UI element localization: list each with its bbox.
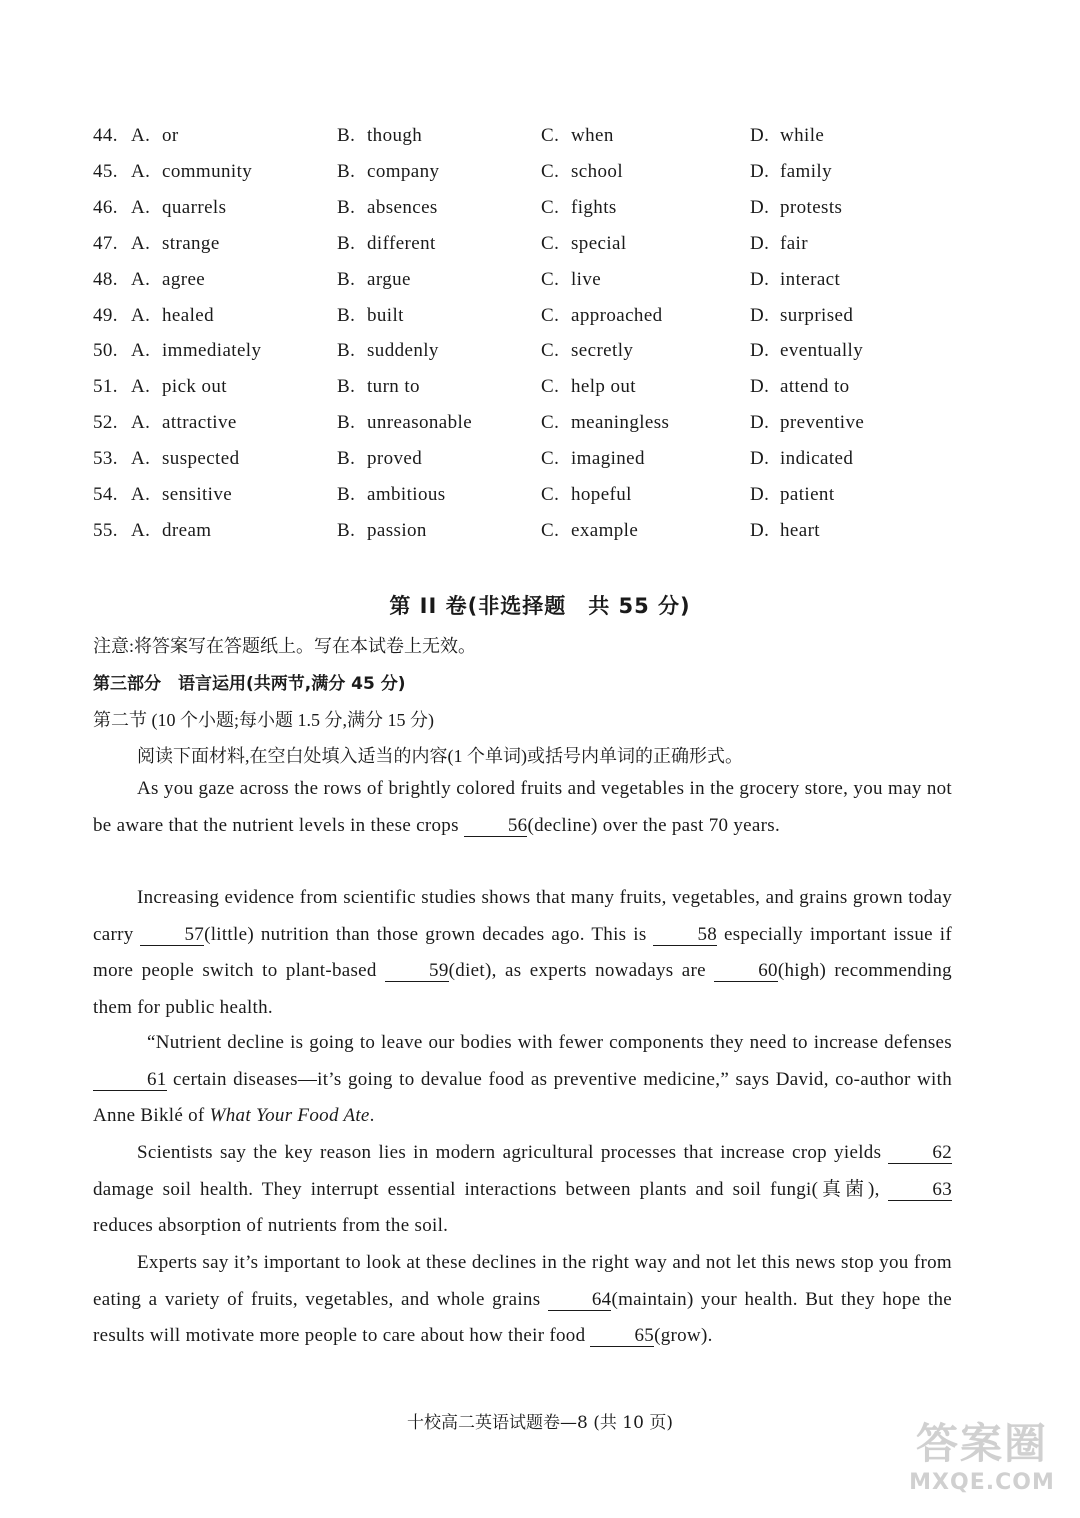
question-row (0, 269, 1080, 299)
option-text: though (367, 125, 423, 146)
option-text: eventually (780, 340, 864, 362)
option-a[interactable] (93, 125, 179, 147)
option-c[interactable] (541, 376, 636, 398)
option-letter: A. (131, 412, 151, 434)
option-d[interactable] (750, 161, 832, 183)
option-text: help out (571, 376, 636, 398)
option-text: meaningless (571, 412, 670, 434)
paragraph-2: Increasing evidence from scientific studies shows that many fruits, vegetables, and grains grown today carry 57(little) nutrition than those grown decades ago. This is 58 especially important issue if more people switch to plant-based 59(diet), as experts nowadays are 60(high) recommending them for public health. (93, 887, 952, 1018)
question-number: 49. (93, 304, 118, 326)
option-b[interactable] (337, 197, 438, 219)
option-letter: C. (541, 160, 560, 182)
option-letter: B. (337, 268, 356, 290)
option-text: while (780, 125, 825, 146)
option-letter: C. (541, 268, 560, 290)
question-row (0, 520, 1080, 550)
question-number: 48. (93, 268, 118, 290)
blank-61[interactable]: 61 (93, 1070, 167, 1091)
option-text: absences (367, 196, 438, 218)
option-text: patient (780, 484, 835, 505)
option-text: different (367, 232, 436, 254)
option-letter: A. (131, 196, 151, 218)
option-text: dream (162, 519, 212, 541)
option-text: example (571, 519, 639, 541)
option-text: agree (162, 268, 206, 290)
section-title: 第 II 卷(非选择题 共 55 分) (389, 594, 691, 618)
option-b[interactable] (337, 448, 422, 470)
watermark-line1: 答案圈 (915, 1419, 1048, 1468)
option-letter: A. (131, 304, 151, 326)
option-c[interactable] (541, 233, 627, 255)
page-footer: 十校高二英语试题卷—8 (共 10 页) (407, 1413, 673, 1433)
option-text: special (571, 232, 627, 254)
question-number: 45. (93, 160, 118, 182)
option-c[interactable] (541, 448, 645, 470)
option-letter: D. (750, 340, 770, 362)
option-text: or (162, 125, 179, 146)
option-b[interactable] (337, 161, 439, 183)
option-text: ambitious (367, 484, 446, 505)
paragraph-4: Scientists say the key reason lies in modern agricultural processes that increase crop yields 62 damage soil health. They interrupt essential interactions between plants and soil fungi(真菌), 63 reduces absorption of nutrients from the soil. (93, 1142, 952, 1236)
option-a[interactable] (93, 305, 214, 327)
option-text: proved (367, 448, 423, 470)
option-letter: D. (750, 304, 770, 326)
option-d[interactable] (750, 340, 863, 362)
option-a[interactable] (93, 340, 261, 362)
option-c[interactable] (541, 340, 633, 362)
option-letter: A. (131, 125, 151, 146)
question-row (0, 197, 1080, 227)
option-text: school (571, 160, 624, 182)
watermark-line2: MXQE.COM (909, 1470, 1055, 1495)
option-letter: A. (131, 519, 151, 541)
option-letter: C. (541, 125, 560, 146)
option-text: community (162, 160, 253, 182)
option-d[interactable] (750, 448, 853, 470)
question-number: 47. (93, 232, 118, 254)
blank-58[interactable]: 58 (653, 925, 717, 946)
option-letter: D. (750, 232, 770, 254)
question-row (0, 233, 1080, 263)
option-letter: C. (541, 340, 560, 362)
option-letter: D. (750, 196, 770, 218)
option-a[interactable] (93, 412, 237, 434)
option-text: secretly (571, 340, 634, 362)
option-letter: A. (131, 232, 151, 254)
option-text: family (780, 160, 832, 182)
option-letter: A. (131, 484, 151, 505)
option-text: argue (367, 268, 411, 290)
option-letter: B. (337, 484, 356, 505)
option-text: built (367, 304, 404, 326)
option-a[interactable] (93, 376, 227, 398)
option-letter: B. (337, 519, 356, 541)
option-b[interactable] (337, 376, 420, 398)
option-d[interactable] (750, 305, 853, 327)
option-letter: B. (337, 160, 356, 182)
option-c[interactable] (541, 197, 617, 219)
paragraph-3: “Nutrient decline is going to leave our bodies with fewer components they need to increase defenses 61 certain diseases—it’s going to devalue food as preventive medicine,” says David, co-author with Anne Biklé of What Your Food Ate. (93, 1032, 952, 1126)
option-letter: A. (131, 376, 151, 398)
option-b[interactable] (337, 520, 427, 542)
option-a[interactable] (93, 161, 252, 183)
question-row (0, 340, 1080, 370)
question-number: 44. (93, 125, 118, 146)
option-text: suspected (162, 448, 240, 470)
question-number: 53. (93, 448, 118, 470)
option-letter: A. (131, 160, 151, 182)
option-letter: A. (131, 448, 151, 470)
paragraph-5: Experts say it’s important to look at these declines in the right way and not let this news stop you from eating a variety of fruits, vegetables, and whole grains 64(maintain) your health. But they hope the results will motivate more people to care about how their food 65(grow). (93, 1252, 953, 1346)
option-c[interactable] (541, 520, 638, 542)
option-a[interactable] (93, 197, 226, 219)
option-d[interactable] (750, 412, 864, 434)
option-b[interactable] (337, 125, 422, 147)
option-text: preventive (780, 412, 865, 434)
option-text: strange (162, 232, 220, 254)
option-letter: B. (337, 196, 356, 218)
option-d[interactable] (750, 233, 808, 255)
part-heading: 第三部分 语言运用(共两节,满分 45 分) (93, 674, 406, 694)
option-letter: C. (541, 519, 560, 541)
option-text: interact (780, 268, 841, 290)
option-text: heart (780, 519, 820, 541)
blank-62[interactable]: 62 (888, 1143, 952, 1164)
question-number: 55. (93, 519, 118, 541)
option-letter: D. (750, 448, 770, 470)
option-d[interactable] (750, 125, 824, 147)
watermark-logo (902, 1418, 1062, 1510)
option-text: approached (571, 304, 663, 326)
option-text: suddenly (367, 340, 439, 362)
blank-63[interactable]: 63 (888, 1180, 952, 1201)
option-text: when (571, 125, 614, 146)
option-text: healed (162, 304, 214, 326)
option-text: attractive (162, 412, 237, 434)
option-c[interactable] (541, 305, 663, 327)
option-letter: B. (337, 304, 356, 326)
option-text: company (367, 160, 440, 182)
question-row (0, 448, 1080, 478)
question-number: 50. (93, 340, 118, 362)
option-letter: D. (750, 519, 770, 541)
option-text: fair (780, 232, 808, 254)
option-c[interactable] (541, 269, 601, 291)
option-letter: B. (337, 412, 356, 434)
option-a[interactable] (93, 269, 205, 291)
option-b[interactable] (337, 340, 439, 362)
answer-note: 注意:将答案写在答题纸上。写在本试卷上无效。 (93, 636, 476, 656)
option-text: live (571, 268, 602, 290)
question-number: 46. (93, 196, 118, 218)
option-letter: B. (337, 340, 356, 362)
blank-60[interactable]: 60 (714, 961, 778, 982)
instruction: 阅读下面材料,在空白处填入适当的内容(1 个单词)或括号内单词的正确形式。 (137, 746, 743, 766)
option-b[interactable] (337, 305, 404, 327)
option-text: turn to (367, 376, 420, 398)
option-text: unreasonable (367, 412, 473, 434)
option-letter: D. (750, 412, 770, 434)
option-a[interactable] (93, 448, 239, 470)
option-d[interactable] (750, 269, 840, 291)
blank-64[interactable]: 64 (548, 1290, 612, 1311)
option-c[interactable] (541, 484, 632, 506)
option-text: pick out (162, 376, 227, 398)
option-letter: C. (541, 448, 560, 470)
option-text: surprised (780, 304, 854, 326)
blank-59[interactable]: 59 (385, 961, 449, 982)
option-text: hopeful (571, 484, 632, 505)
blank-57[interactable]: 57 (140, 925, 204, 946)
option-letter: A. (131, 268, 151, 290)
question-row (0, 412, 1080, 442)
blank-56[interactable]: 56 (464, 816, 528, 837)
subsection-heading: 第二节 (10 个小题;每小题 1.5 分,满分 15 分) (93, 710, 434, 730)
option-letter: D. (750, 268, 770, 290)
paragraph-1: As you gaze across the rows of brightly colored fruits and vegetables in the grocery store, you may not be aware that the nutrient levels in these crops 56(decline) over the past 70 years. (93, 778, 952, 836)
option-text: passion (367, 519, 427, 541)
question-number: 52. (93, 412, 118, 434)
option-a[interactable] (93, 233, 220, 255)
option-text: attend to (780, 376, 850, 398)
option-letter: C. (541, 196, 560, 218)
option-letter: D. (750, 376, 770, 398)
option-letter: C. (541, 376, 560, 398)
option-letter: C. (541, 304, 560, 326)
option-letter: B. (337, 448, 356, 470)
option-letter: B. (337, 125, 356, 146)
option-a[interactable] (93, 520, 211, 542)
option-text: fights (571, 196, 617, 218)
option-letter: C. (541, 484, 560, 505)
blank-65[interactable]: 65 (590, 1326, 654, 1347)
option-text: protests (780, 196, 843, 218)
option-b[interactable] (337, 269, 411, 291)
option-a[interactable] (93, 484, 232, 506)
option-letter: D. (750, 484, 770, 505)
option-letter: B. (337, 232, 356, 254)
option-b[interactable] (337, 484, 446, 506)
option-d[interactable] (750, 484, 835, 506)
question-row (0, 125, 1080, 155)
question-row (0, 376, 1080, 406)
option-letter: A. (131, 340, 151, 362)
option-letter: C. (541, 232, 560, 254)
option-text: quarrels (162, 196, 227, 218)
option-d[interactable] (750, 197, 842, 219)
option-c[interactable] (541, 161, 623, 183)
option-letter: B. (337, 376, 356, 398)
option-letter: D. (750, 125, 770, 146)
option-c[interactable] (541, 125, 614, 147)
option-b[interactable] (337, 412, 472, 434)
option-c[interactable] (541, 412, 669, 434)
option-text: immediately (162, 340, 262, 362)
option-d[interactable] (750, 520, 820, 542)
question-number: 54. (93, 484, 118, 505)
option-text: imagined (571, 448, 645, 470)
book-title: What Your Food Ate (209, 1105, 370, 1126)
question-row (0, 484, 1080, 514)
option-letter: D. (750, 160, 770, 182)
option-d[interactable] (750, 376, 850, 398)
option-text: indicated (780, 448, 854, 470)
question-row (0, 305, 1080, 335)
option-text: sensitive (162, 484, 233, 505)
option-b[interactable] (337, 233, 436, 255)
question-number: 51. (93, 376, 118, 398)
question-row (0, 161, 1080, 191)
option-letter: C. (541, 412, 560, 434)
